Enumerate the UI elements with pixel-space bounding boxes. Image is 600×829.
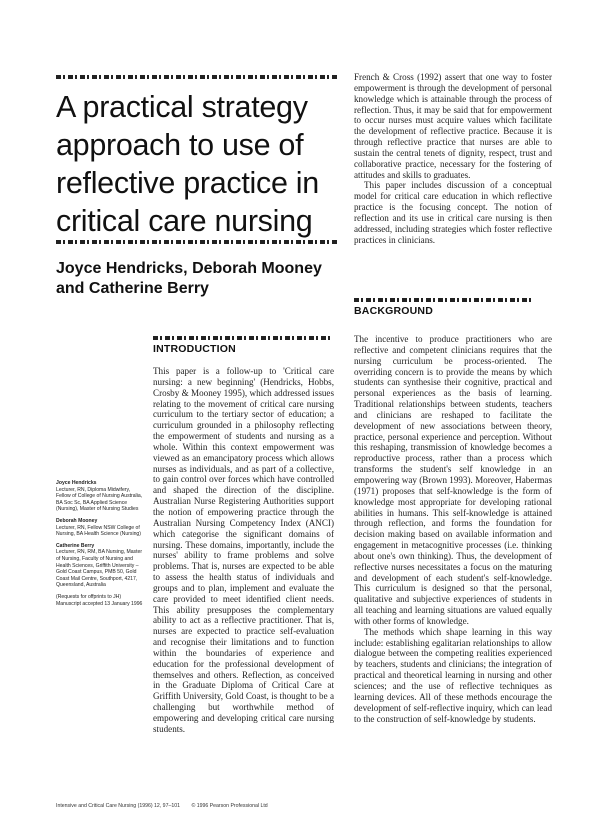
decorative-rule-middle xyxy=(56,240,338,244)
article-title: A practical strategy approach to use of reflective practice in critical care nursing xyxy=(56,90,319,238)
introduction-column xyxy=(153,366,334,735)
background-column xyxy=(354,334,552,724)
affiliation-details: Lecturer, RN, Fellow NSW College of Nursing, BA Health Science (Nursing) xyxy=(56,524,141,538)
page-footer xyxy=(56,803,556,809)
affiliation-details: Lecturer, RN, Diploma Midwifery, Fellow of College of Nursing Australia, BA Soc Sc, BA Applied Science (Nursing), Master of Nursing Studies xyxy=(56,486,143,513)
right-top-column xyxy=(354,72,552,246)
affiliation-entry xyxy=(56,543,144,589)
decorative-rule-background xyxy=(354,298,532,302)
affiliation-entry xyxy=(56,480,144,513)
body-paragraph: This paper includes discussion of a conceptual model for critical care education in which reflective practice is the focusing concept. The notion of reflection and its use in critical care nursing is then addressed, including strategies which foster reflective practices in clinicians. xyxy=(354,180,552,245)
affiliation-details: Lecturer, RN, RM, BA Nursing, Master of Nursing, Faculty of Nursing and Health Sciences, Griffith University – Gold Coast Campus, PMB 50, Gold Coast Mail Centre, Southport, 4217, Queensland, Australia xyxy=(56,549,143,589)
copyright-notice: © 1996 Pearson Professional Ltd xyxy=(191,803,268,809)
body-paragraph: The methods which shape learning in this way include: establishing egalitarian relationships to allow dialogue between the competing realities experienced by teachers, students and clinicians; the integration of practical and theoretical learning in nursing and other sciences; and the use of reflective techniques as learning devices. All of these methods encourage the development of self-reflective inquiry, which can lead to the construction of self-knowledge by students. xyxy=(354,626,552,724)
affiliation-name: Catherine Berry xyxy=(56,542,95,549)
affiliation-details: (Requests for offprints to JH) Manuscript accepted 13 January 1996 xyxy=(56,593,143,607)
article-authors: Joyce Hendricks, Deborah Mooney and Catherine Berry xyxy=(56,260,322,297)
affiliation-name: Deborah Mooney xyxy=(56,517,98,524)
decorative-rule-intro xyxy=(153,336,333,340)
decorative-rule-top xyxy=(56,75,338,79)
author-affiliations xyxy=(56,480,144,612)
body-paragraph: This paper is a follow-up to 'Critical care nursing: a new beginning' (Hendricks, Hobbs, Crosby & Mooney 1995), which addressed issues relating to the movement of critical care nursing curriculum to the tertiary sector of education; a curriculum grounded in a philosophy reflecting the empowerment of students and nursing as a whole. Within this context empowerment was viewed as an emancipatory process which allows nurses as individuals, and as part of a collective, to gain control over forces which have controlled and shaped the direction of the discipline. Australian Nurse Registering Authorities support the notion of empowering practice through the Australian Nursing Competency Index (ANCI) which categorise the significant domains of nursing. These domains, importantly, include the nurses' ability to frame problems and solve problems. That is, nurses are expected to be able to assess the health status of individuals and groups and to plan, implement and evaluate the care provided to meet identified client needs. This ability presupposes the complementary ability to act as a reflective practitioner. That is, nurses are expected to practice self-evaluation and recognise their limitations and to function within the boundaries of experience and education for the professional development of themselves and others. Reflection, as conceived in the Graduate Diploma of Critical Care at Griffith University, Gold Coast, is thought to be a challenging but worthwhile method of empowering and developing critical care nursing students. xyxy=(153,366,334,734)
section-heading-introduction: INTRODUCTION xyxy=(153,343,236,355)
journal-citation: Intensive and Critical Care Nursing (1996) 12, 97–101 xyxy=(56,803,180,809)
affiliation-entry xyxy=(56,518,144,538)
affiliation-name: Joyce Hendricks xyxy=(56,480,97,486)
section-heading-background: BACKGROUND xyxy=(354,305,433,317)
body-paragraph: The incentive to produce practitioners who are reflective and competent clinicians requires that the nursing curriculum be process-oriented. The overriding concern is to provide the means by which students can synthesise their cognitive, practical and personal experiences as the basis of learning. Traditional relationships between students, teachers and clinicians are reshaped to facilitate the development of new associations between theory, practice, personal experience and perception. Without this reshaping, transmission of knowledge becomes a reproductive process, rather than a process which transforms the student's self knowledge in an empowering way (Brown 1993). Moreover, Habermas (1971) proposes that self-knowledge is the form of knowledge most appropriate for developing rational abilities in humans. This self-knowledge is attained through reflection, and forms the foundation for decision making based on available information and engagement in metacognitive processes (i.e. thinking about one's own thinking). Thus, the development of reflective nurses necessitates a focus on the maturing and development of each student's self-knowledge. This curriculum is designed so that the personal, qualitative and subjective experiences of students in all teaching and learning situations are valued equally with other forms of knowledge. xyxy=(354,334,552,626)
correspondence-note xyxy=(56,594,144,607)
body-paragraph: French & Cross (1992) assert that one way to foster empowerment is through the development of personal knowledge which is attainable through the process of reflection. Thus, it may be said that for empowerment to occur nurses must acquire values which facilitate the development of reflective practice. Because it is through reflective practice that nurses are able to sustain the central tenets of dignity, respect, trust and collaborative practice, necessary for the fostering of attitudes and skills to graduates. xyxy=(354,72,552,180)
